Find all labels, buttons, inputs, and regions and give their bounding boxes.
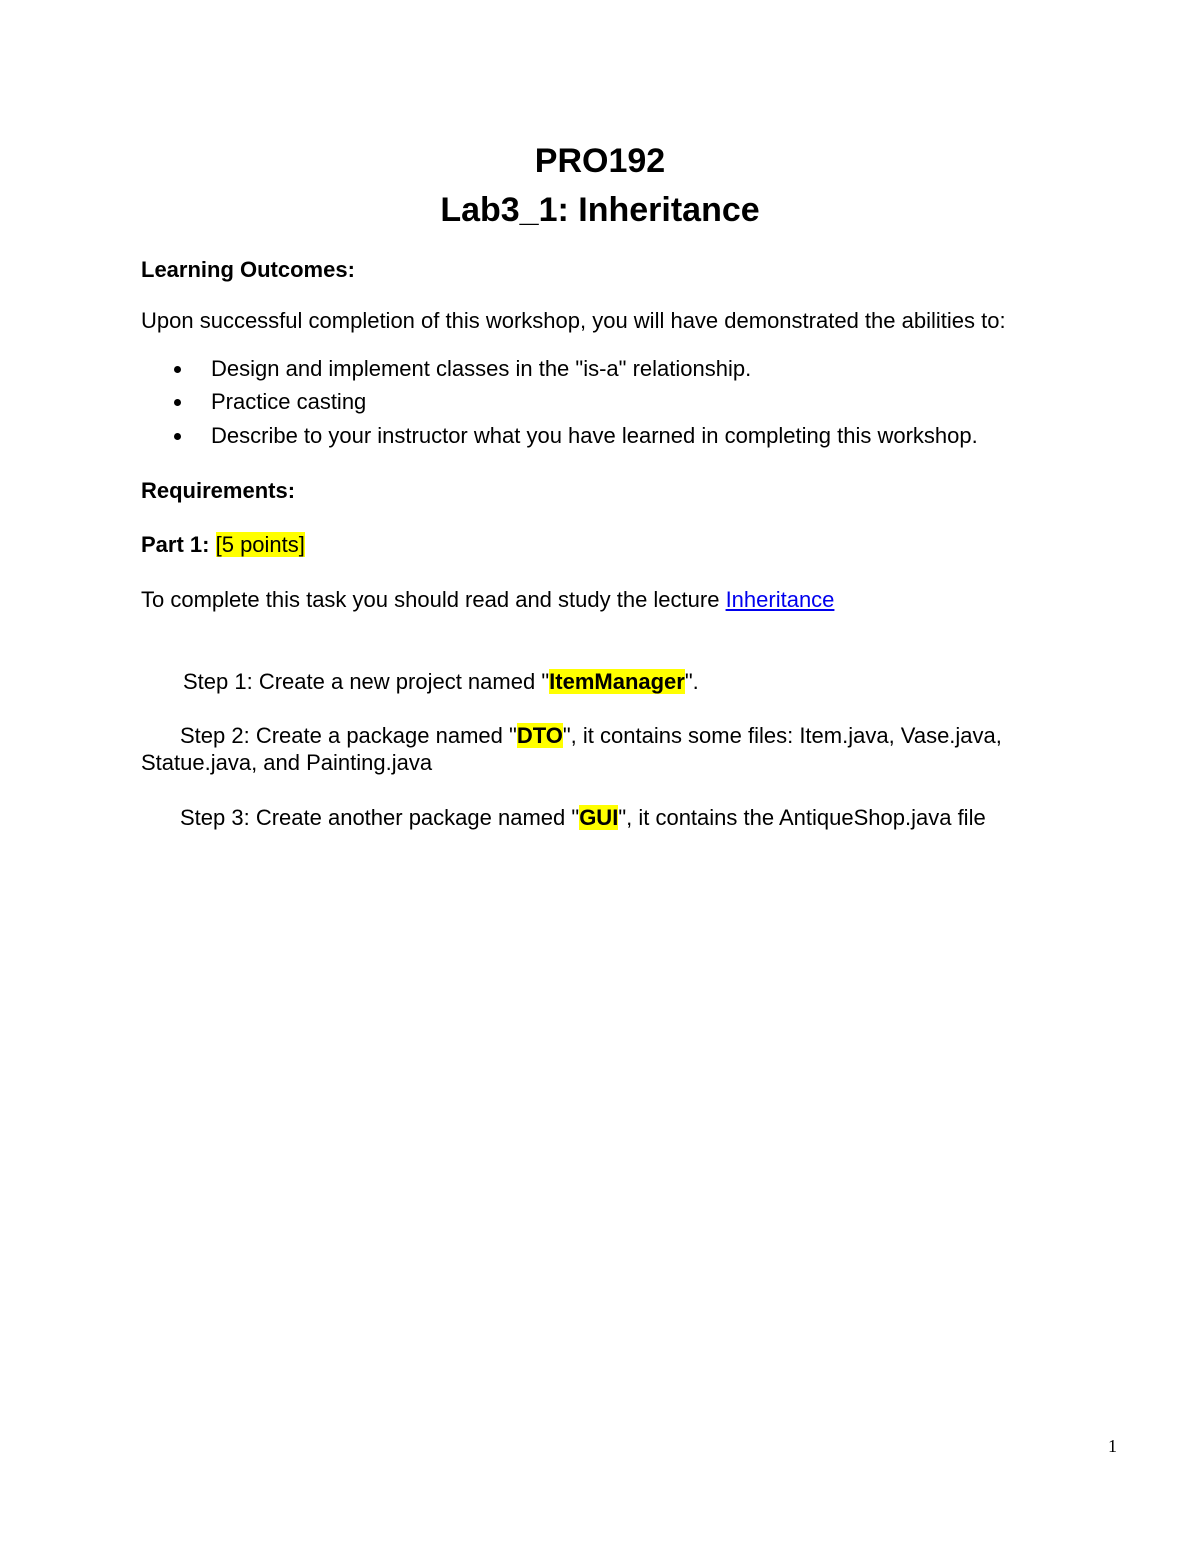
- task-intro-line: [141, 586, 834, 613]
- step3-prefix: Step 3: Create another package named ": [180, 805, 580, 830]
- requirements-heading: Requirements:: [141, 478, 296, 503]
- learning-outcomes-list: [141, 355, 978, 455]
- course-code: PRO192: [534, 142, 666, 180]
- gui-package-highlight: GUI: [579, 805, 619, 830]
- step2-suffix: ", it contains some files: Item.java, Vase.java,: [562, 723, 1002, 748]
- list-item-text: Design and implement classes in the "is-a" relationship.: [211, 356, 752, 381]
- step2-line2: Statue.java, and Painting.java: [141, 750, 433, 775]
- list-item: [141, 388, 978, 421]
- step1-suffix: ".: [684, 669, 699, 694]
- part1-label: Part 1:: [141, 532, 210, 557]
- page-number: 1: [1108, 1436, 1117, 1456]
- lab-title: Lab3_1: Inheritance: [440, 191, 760, 229]
- bullet-icon: [174, 366, 181, 373]
- list-item-text: Practice casting: [211, 389, 367, 415]
- dto-package-highlight: DTO: [516, 723, 563, 748]
- part1-line: [141, 531, 305, 558]
- step2-prefix: Step 2: Create a package named ": [180, 723, 517, 748]
- step1-line: [183, 668, 699, 695]
- learning-outcomes-intro: Upon successful completion of this workshop, you will have demonstrated the abilities to:: [141, 308, 1006, 333]
- task-intro-text: To complete this task you should read and study the lecture: [141, 587, 726, 612]
- inheritance-lecture-link[interactable]: Inheritance: [725, 587, 835, 612]
- list-item: [141, 422, 978, 455]
- part1-points-highlight: [5 points]: [215, 532, 305, 557]
- learning-outcomes-heading: Learning Outcomes:: [141, 257, 355, 282]
- step2-line: [180, 722, 1002, 749]
- step1-prefix: Step 1: Create a new project named ": [183, 669, 550, 694]
- list-item: [141, 355, 978, 388]
- bullet-icon: [174, 399, 181, 406]
- step3-suffix: ", it contains the AntiqueShop.java file: [618, 805, 986, 830]
- list-item-text: Describe to your instructor what you have learned in completing this workshop.: [211, 422, 978, 448]
- bullet-icon: [174, 433, 181, 440]
- step3-line: [180, 804, 986, 831]
- project-name-highlight: ItemManager: [549, 669, 685, 694]
